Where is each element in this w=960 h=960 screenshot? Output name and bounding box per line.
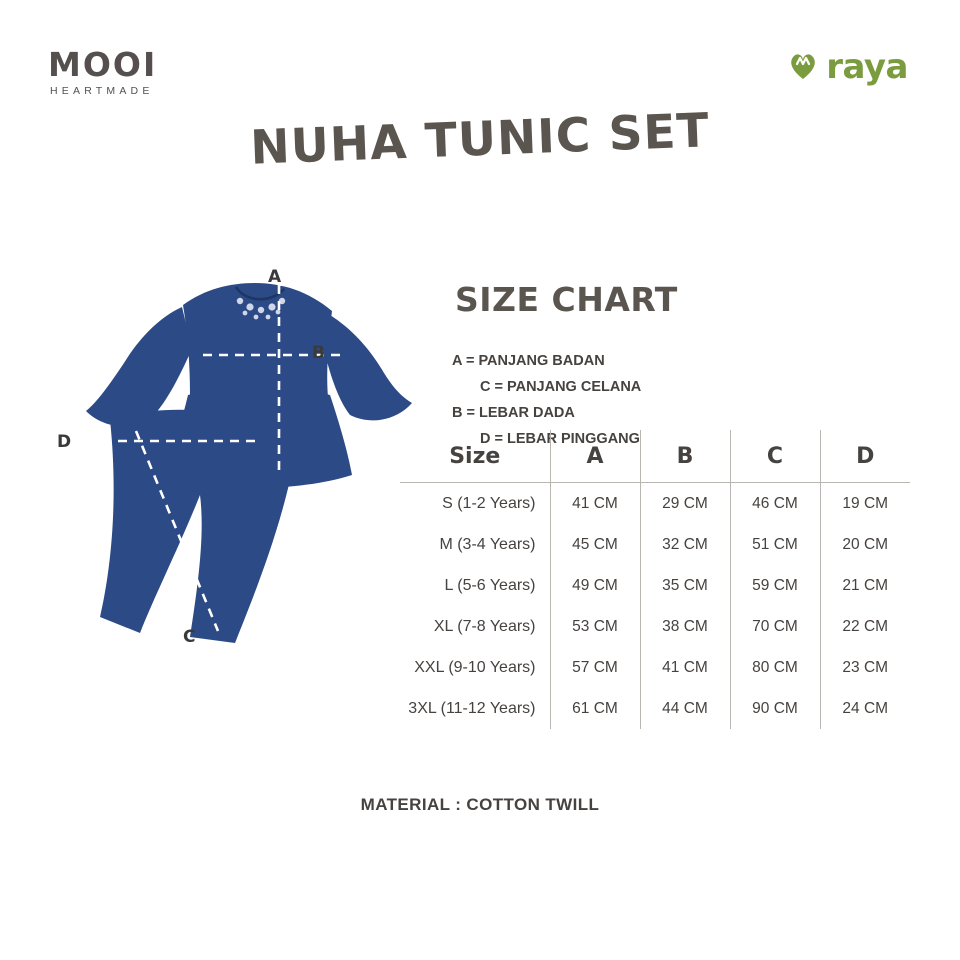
cell-a: 61 CM <box>550 688 640 729</box>
brand-name: MOOI <box>48 45 158 84</box>
size-table <box>400 430 910 729</box>
size-chart-heading: SIZE CHART <box>455 280 678 319</box>
cell-b: 38 CM <box>640 606 730 647</box>
cell-d: 20 CM <box>842 535 889 553</box>
size-table-body <box>400 483 910 730</box>
cell-c: 90 CM <box>730 688 820 729</box>
cell-size: 3XL (11-12 Years) <box>400 688 550 729</box>
marker-a: A <box>268 267 282 287</box>
cell-size: L (5-6 Years) <box>400 565 550 606</box>
column-header-c: C <box>730 430 820 483</box>
cell-c: 59 CM <box>730 565 820 606</box>
cell-d: 19 CM <box>842 494 889 512</box>
brand-logo <box>48 45 268 97</box>
cell-b: 44 CM <box>640 688 730 729</box>
cell-a: 53 CM <box>550 606 640 647</box>
cell-d: 21 CM <box>842 576 889 594</box>
cell-b: 32 CM <box>640 524 730 565</box>
size-table-header <box>400 430 910 483</box>
garment-illustration <box>40 245 440 675</box>
cell-c: 70 CM <box>730 606 820 647</box>
table-row <box>400 606 910 647</box>
legend-item-c: C = PANJANG CELANA <box>480 379 642 395</box>
table-row <box>400 688 910 729</box>
legend-item-b: B = LEBAR DADA <box>452 405 575 421</box>
cell-size: S (1-2 Years) <box>400 483 550 525</box>
marker-d: D <box>57 432 72 452</box>
cell-b: 35 CM <box>640 565 730 606</box>
cell-a: 41 CM <box>550 483 640 525</box>
cell-c: 51 CM <box>730 524 820 565</box>
heart-icon <box>788 53 818 81</box>
cell-size: XXL (9-10 Years) <box>400 647 550 688</box>
marker-b: B <box>312 343 325 363</box>
marker-c: C <box>183 627 196 647</box>
brand-tagline: HEARTMADE <box>50 85 154 97</box>
column-header-size: Size <box>400 430 550 483</box>
partner-logo <box>788 47 908 87</box>
garment-drawing <box>40 245 440 675</box>
column-header-a: A <box>550 430 640 483</box>
partner-logo-text: raya <box>826 47 908 87</box>
cell-d: 22 CM <box>842 617 889 635</box>
table-row <box>400 565 910 606</box>
cell-b: 41 CM <box>640 647 730 688</box>
cell-a: 49 CM <box>550 565 640 606</box>
legend-item-a: A = PANJANG BADAN <box>452 353 605 369</box>
column-header-d: D <box>856 443 875 469</box>
cell-c: 80 CM <box>730 647 820 688</box>
cell-size: XL (7-8 Years) <box>400 606 550 647</box>
table-row <box>400 524 910 565</box>
material-note: MATERIAL : COTTON TWILL <box>360 795 600 814</box>
cell-a: 57 CM <box>550 647 640 688</box>
cell-d: 23 CM <box>842 658 889 676</box>
cell-size: M (3-4 Years) <box>400 524 550 565</box>
cell-a: 45 CM <box>550 524 640 565</box>
cell-c: 46 CM <box>730 483 820 525</box>
table-header-row <box>400 430 910 483</box>
page-title: NUHA TUNIC SET <box>249 103 711 176</box>
table-row <box>400 647 910 688</box>
cell-b: 29 CM <box>640 483 730 525</box>
cell-d: 24 CM <box>842 699 889 717</box>
legend-item-d: D = LEBAR PINGGANG <box>480 431 640 447</box>
table-row <box>400 483 910 525</box>
column-header-b: B <box>640 430 730 483</box>
